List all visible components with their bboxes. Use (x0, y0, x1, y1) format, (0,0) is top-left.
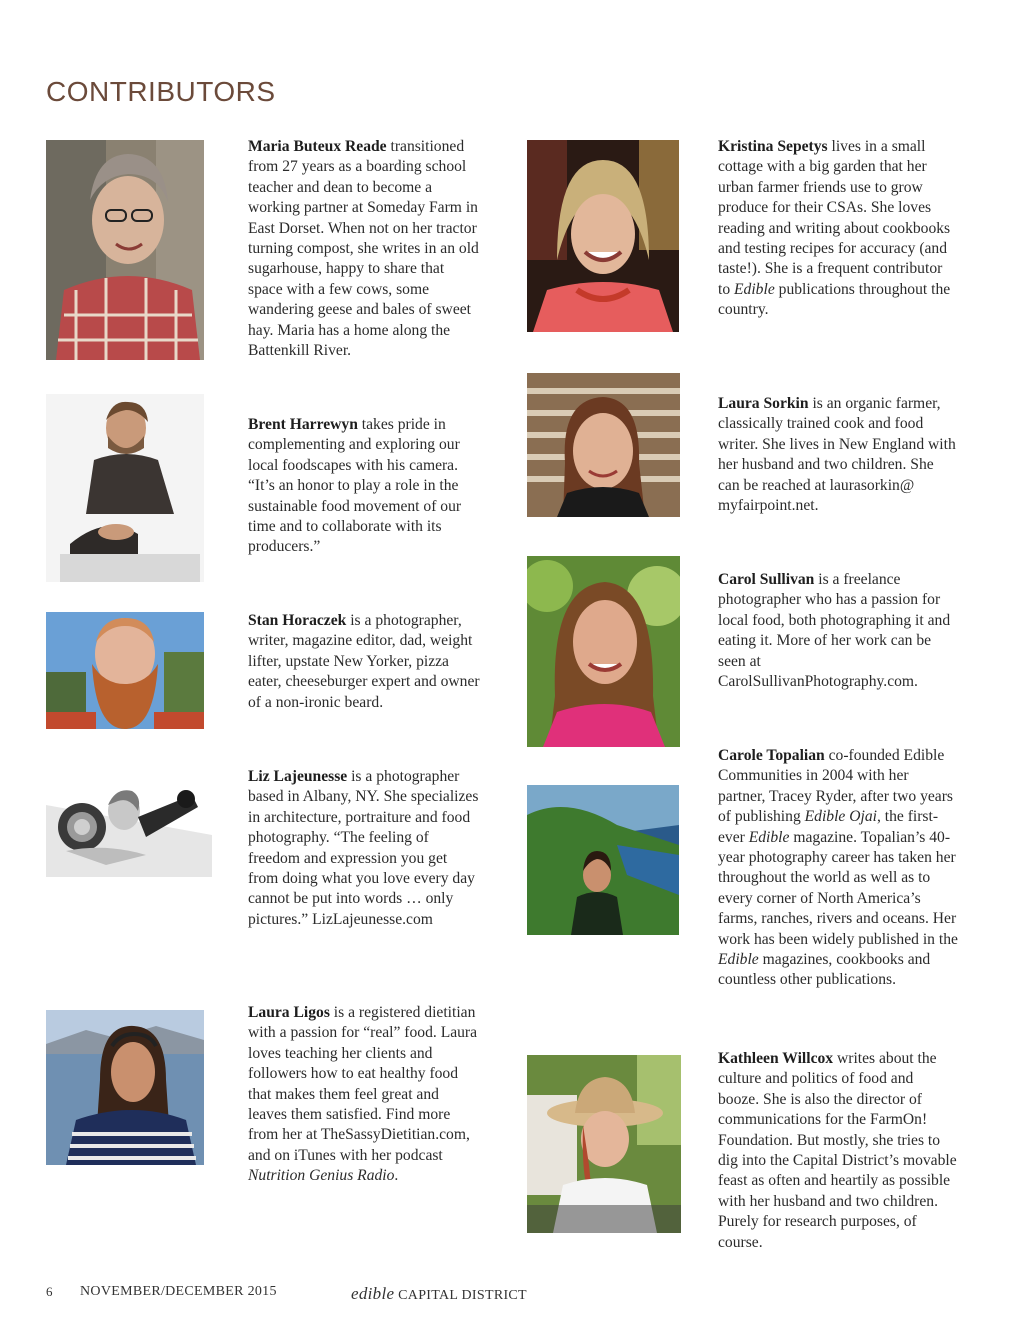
bio-stan-horaczek (248, 611, 480, 713)
contributor-bio-end: magazines, cookbooks and countless other publications. (718, 951, 931, 989)
contributor-bio: is a freelance photographer who has a passion for local food, both photographing it and eating it. More of her work can be seen at CarolSullivanPhotography.com. (718, 571, 951, 691)
publication-name: Edible (734, 280, 775, 298)
contributor-name: Carole Topalian (718, 747, 825, 764)
contributor-name: Maria Buteux Reade (248, 138, 387, 155)
photo-stan-horaczek (46, 612, 204, 729)
contributor-bio: is a photographer, writer, magazine editor, dad, weight lifter, upstate New Yorker, pizza eater, cheeseburger expert and owner of a non-ironic beard. (248, 612, 480, 711)
contributor-bio-end: publications throughout the country. (718, 280, 951, 319)
bio-carol-sullivan (718, 570, 958, 692)
publication-name: Edible Ojai (804, 808, 877, 826)
page-title: CONTRIBUTORS (46, 76, 276, 107)
page-number: 6 (46, 1284, 53, 1299)
brand-edible: edible (351, 1284, 395, 1303)
bio-maria-buteux-reade (248, 137, 480, 361)
contributor-bio: co-founded Edible Communities in 2004 with her partner, Tracey Ryder, after two years of publishing (718, 747, 953, 826)
photo-maria-buteux-reade (46, 140, 204, 360)
publication-name: Edible (718, 951, 759, 969)
contributor-bio-end: . (394, 1167, 399, 1185)
photo-kathleen-willcox (527, 1055, 681, 1233)
contributor-name: Brent Harrewyn (248, 416, 358, 433)
issue-date: NOVEMBER/DECEMBER 2015 (80, 1284, 277, 1299)
photo-carole-topalian (527, 785, 679, 935)
publication-brand (351, 1284, 527, 1304)
contributor-bio: lives in a small cottage with a big garden that her urban farmer friends use to grow produce for their CSAs. She loves reading and writing about cookbooks and testing recipes for accuracy (and taste!). She is a frequent contributor to (718, 138, 951, 298)
photo-laura-ligos (46, 1010, 204, 1165)
contributor-name: Carol Sullivan (718, 571, 815, 588)
contributor-name: Laura Sorkin (718, 395, 809, 412)
contributor-bio: magazine. Topalian’s 40-year photography career has taken her throughout the world as well as to every corner of North America’s farms, ranches, rivers and oceans. Her work has been widely published in the (718, 828, 958, 948)
bio-laura-ligos (248, 1003, 480, 1187)
bio-liz-lajeunesse (248, 767, 480, 930)
podcast-title: Nutrition Genius Radio (248, 1167, 395, 1185)
contributor-bio: writes about the culture and politics of food and booze. She is also the director of communications for the FarmOn! Foundation. But mostly, she tries to dig into the Capital District’s movable feast as often and heartily as possible with her husband and two children. Purely for research purposes, of course. (718, 1050, 957, 1251)
bio-brent-harrewyn (248, 415, 480, 558)
bio-laura-sorkin (718, 394, 958, 516)
contributor-bio: , the first-ever (718, 808, 939, 846)
contributor-name: Kathleen Willcox (718, 1050, 834, 1067)
photo-carol-sullivan (527, 556, 680, 747)
photo-brent-harrewyn (46, 394, 204, 582)
contributor-name: Laura Ligos (248, 1004, 330, 1021)
contributor-bio: is an organic farmer, classically trained cook and food writer. She lives in New England with her husband and two children. She can be reached at laurasorkin@ myfairpoint.net. (718, 395, 956, 515)
photo-liz-lajeunesse (46, 765, 212, 877)
contributor-bio: is a registered dietitian with a passion for “real” food. Laura loves teaching her clients and followers how to eat healthy food that makes them feel great and leaves them satisfied. Find more from her at TheSassyDietitian.com, and on iTunes with her podcast (248, 1004, 478, 1164)
bio-carole-topalian (718, 746, 958, 991)
photo-laura-sorkin (527, 373, 680, 517)
bio-kristina-sepetys (718, 137, 958, 321)
bio-kathleen-willcox (718, 1049, 958, 1253)
contributor-bio: takes pride in complementing and exploring our local foodscapes with his camera. “It’s an honor to play a role in the sustainable food movement of our time and to collaborate with its producers.” (248, 416, 462, 556)
contributor-name: Liz Lajeunesse (248, 768, 348, 785)
contributor-name: Stan Horaczek (248, 612, 347, 629)
photo-kristina-sepetys (527, 140, 679, 332)
contributor-bio: is a photographer based in Albany, NY. She specializes in architecture, portraiture and food photography. “The feeling of freedom and expression you get from doing what you love every day cannot be put into words … only pictures.” LizLajeunesse.com (248, 768, 479, 928)
contributor-bio: transitioned from 27 years as a boarding school teacher and dean to become a working partner at Someday Farm in East Dorset. When not on her tractor turning compost, she writes in an old sugarhouse, happy to share that space with a few cows, some wandering geese and bales of sweet hay. Maria has a home along the Battenkill River. (248, 138, 479, 360)
publication-name: Edible (748, 828, 790, 846)
contributor-name: Kristina Sepetys (718, 138, 828, 155)
brand-region: CAPITAL DISTRICT (394, 1288, 527, 1303)
